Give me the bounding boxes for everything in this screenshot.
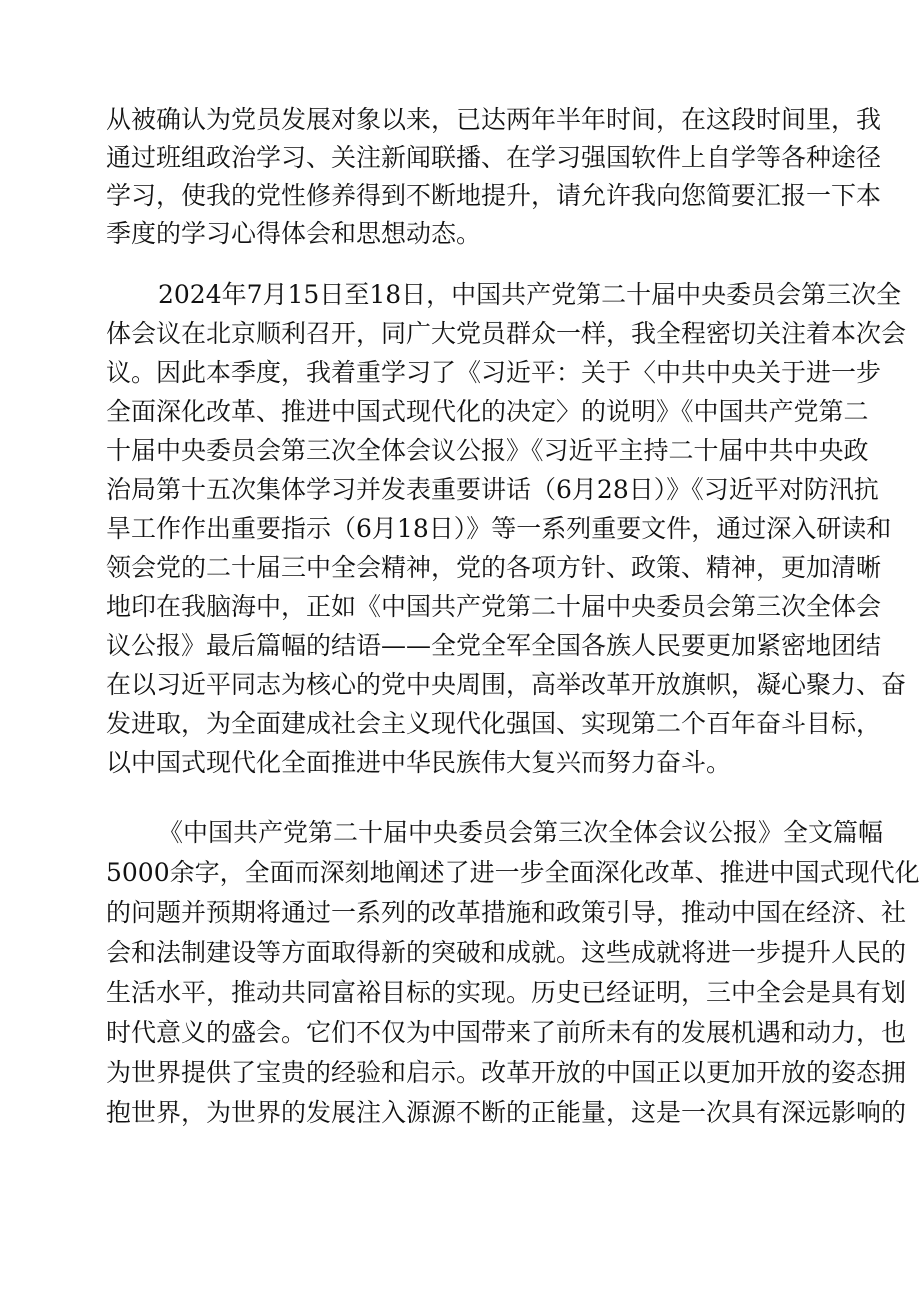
text-line: 地印在我脑海中，正如《中国共产党第二十届中央委员会第三次全体会: [106, 592, 882, 621]
text-line: 在以习近平同志为核心的党中央周围，高举改革开放旗帜，凝心聚力、奋: [106, 670, 907, 699]
text-line: 《中国共产党第二十届中央委员会第三次全体会议公报》全文篇幅: [158, 818, 884, 847]
text-line: 领会党的二十届三中全会精神，党的各项方针、政策、精神，更加清晰: [106, 553, 882, 582]
text-line: 时代意义的盛会。它们不仅为中国带来了前所未有的发展机遇和动力，也: [106, 1018, 907, 1047]
text-line: 学习，使我的党性修养得到不断地提升，请允许我向您简要汇报一下本: [106, 181, 882, 210]
text-line: 通过班组政治学习、关注新闻联播、在学习强国软件上自学等各种途径: [106, 143, 882, 172]
text-line: 为世界提供了宝贵的经验和启示。改革开放的中国正以更加开放的姿态拥: [106, 1058, 907, 1087]
text-line: 5000余字，全面而深刻地阐述了进一步全面深化改革、推进中国式现代化: [106, 858, 920, 887]
text-line: 以中国式现代化全面推进中华民族伟大复兴而努力奋斗。: [106, 748, 732, 777]
text-line: 从被确认为党员发展对象以来，已达两年半年时间，在这段时间里，我: [106, 105, 882, 134]
text-line: 的问题并预期将通过一系列的改革措施和政策引导，推动中国在经济、社: [106, 898, 907, 927]
text-line: 体会议在北京顺利召开，同广大党员群众一样，我全程密切关注着本次会: [106, 319, 907, 348]
text-line: 旱工作作出重要指示（6月18日）》等一系列重要文件，通过深入研读和: [106, 514, 892, 543]
text-line: 议公报》最后篇幅的结语——全党全军全国各族人民要更加紧密地团结: [106, 631, 882, 660]
text-line: 生活水平，推动共同富裕目标的实现。历史已经证明，三中全会是具有划: [106, 978, 907, 1007]
text-line: 十届中央委员会第三次全体会议公报》《习近平主持二十届中共中央政: [106, 436, 869, 465]
text-line: 季度的学习心得体会和思想动态。: [106, 219, 482, 248]
text-line: 抱世界，为世界的发展注入源源不断的正能量，这是一次具有深远影响的: [106, 1098, 907, 1127]
text-line: 2024年7月15日至18日，中国共产党第二十届中央委员会第三次全: [158, 280, 902, 309]
text-line: 议。因此本季度，我着重学习了《习近平：关于〈中共中央关于进一步: [106, 358, 882, 387]
text-line: 全面深化改革、推进中国式现代化的决定〉的说明》《中国共产党第二: [106, 397, 869, 426]
text-line: 发进取，为全面建成社会主义现代化强国、实现第二个百年奋斗目标，: [106, 709, 882, 738]
text-line: 治局第十五次集体学习并发表重要讲话（6月28日）》《习近平对防汛抗: [106, 475, 879, 504]
text-line: 会和法制建设等方面取得新的突破和成就。这些成就将进一步提升人民的: [106, 938, 907, 967]
